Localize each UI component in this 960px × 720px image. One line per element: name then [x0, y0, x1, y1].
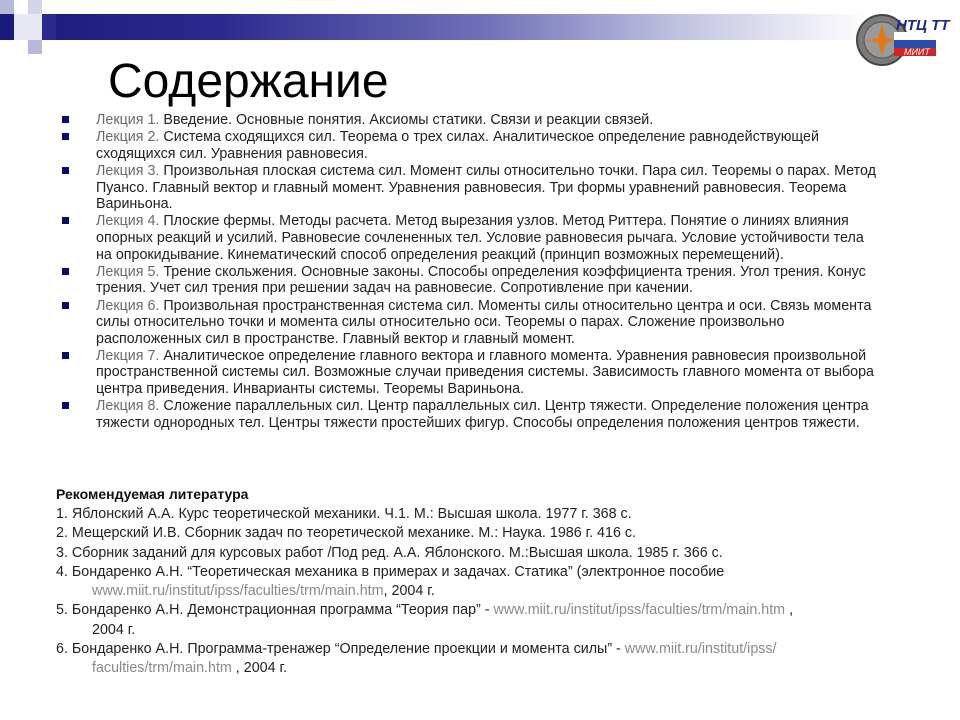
square-bullet-icon — [62, 167, 69, 174]
lecture-item — [62, 398, 882, 431]
svg-text:МИИТ: МИИТ — [904, 47, 930, 57]
lecture-name: Лекция 8. — [96, 398, 160, 415]
literature-continuation: 2004 г. — [92, 621, 136, 638]
square-bullet-icon — [62, 133, 69, 140]
lecture-item — [62, 348, 882, 398]
square-bullet-icon — [62, 116, 69, 123]
lecture-description: Аналитическое определение главного вектора и главного момента. Уравнения равновесия произвольной пространственной системы сил. Возможные случаи приведения системы. Зависимость главного момента от выбора центра приведения. Инварианты системы. Теоремы Вариньона. — [96, 347, 875, 398]
lecture-name: Лекция 4. — [96, 213, 160, 230]
lecture-item — [62, 298, 882, 348]
literature-item — [56, 505, 916, 524]
literature-item — [56, 601, 916, 640]
literature-text: 2. Мещерский И.В. Сборник задач по теоретической механике. М.: Наука. 1986 г. 416 с. — [56, 525, 637, 542]
lecture-description: Введение. Основные понятия. Аксиомы статики. Связи и реакции связей. — [159, 112, 654, 128]
decor-square — [0, 0, 14, 14]
header-gradient-bar — [0, 14, 870, 40]
literature-text: 5. Бондаренко А.Н. Демонстрационная программа “Теория пар” - — [56, 602, 494, 619]
lecture-description: Сложение параллельных сил. Центр параллельных сил. Центр тяжести. Определение положения центра тяжести однородных тел. Центры тяжести простейших фигур. Способы определения положения центров тяжести. — [96, 398, 869, 431]
lecture-name: Лекция 1. — [96, 112, 160, 128]
lecture-name: Лекция 6. — [96, 297, 160, 314]
literature-item — [56, 524, 916, 543]
lecture-description: Плоские фермы. Методы расчета. Метод вырезания узлов. Метод Риттера. Понятие о линиях влияния опорных реакций и усилий. Равновесие сочлененных тел. Условие равновесия рычага. Условие устойчивости тела на опрокидывание. Кинематический способ определения реакций (принцип возможных перемещений). — [96, 213, 864, 263]
lecture-name: Лекция 5. — [96, 263, 160, 280]
page-title: Содержание — [108, 55, 389, 108]
literature-text: 4. Бондаренко А.Н. “Теоретическая механика в примерах и задачах. Статика” (электронное пособие — [56, 563, 725, 580]
lecture-item — [62, 163, 882, 213]
literature-item — [56, 640, 916, 679]
lecture-item — [62, 112, 882, 129]
lecture-name: Лекция 7. — [96, 347, 160, 364]
lecture-description: Трение скольжения. Основные законы. Способы определения коэффициента трения. Угол трения. Конус трения. Учет сил трения при решении задач на равновесие. Сопротивление при качении. — [96, 263, 866, 297]
literature-suffix: , — [785, 602, 794, 619]
lecture-item — [62, 264, 882, 297]
svg-text:НТЦ ТТ: НТЦ ТТ — [896, 17, 950, 34]
literature-suffix: , 2004 г. — [231, 660, 287, 677]
miit-logo — [856, 8, 950, 68]
lecture-description: Произвольная пространственная система сил. Моменты силы относительно центра и оси. Связь момента силы относительно точки и момента силы относительно оси. Теоремы о парах. Сложение произвольно расположенных сил в пространстве. Главный вектор и главный момент. — [96, 297, 872, 347]
lecture-list — [62, 112, 882, 432]
literature-link[interactable]: www.miit.ru/institut/ipss/faculties/trm/main.htm — [493, 602, 786, 619]
square-bullet-icon — [62, 402, 69, 409]
literature-list — [56, 505, 916, 679]
literature-text: 1. Яблонский А.А. Курс теоретической механики. Ч.1. М.: Высшая школа. 1977 г. 368 с. — [56, 506, 632, 522]
lecture-item — [62, 129, 882, 162]
lecture-description: Произвольная плоская система сил. Момент силы относительно точки. Пара сил. Теоремы о парах. Метод Пуансо. Главный вектор и главный момент. Уравнения равновесия. Три формы уравнений равновесия. Теорема Вариньона. — [96, 162, 876, 213]
square-bullet-icon — [62, 268, 69, 275]
decor-square — [28, 40, 42, 54]
lecture-item — [62, 213, 882, 263]
square-bullet-icon — [62, 352, 69, 359]
literature-item — [56, 544, 916, 563]
lecture-name: Лекция 3. — [96, 162, 160, 179]
decor-square — [28, 0, 42, 14]
literature-suffix: , 2004 г. — [383, 583, 435, 600]
literature-link[interactable]: faculties/trm/main.htm — [92, 660, 232, 677]
literature-link[interactable]: www.miit.ru/institut/ipss/faculties/trm/main.htm — [92, 583, 384, 600]
literature-item — [56, 563, 916, 602]
literature-link[interactable]: www.miit.ru/institut/ipss/ — [624, 641, 777, 658]
decor-square — [14, 14, 42, 40]
literature-text: 6. Бондаренко А.Н. Программа-тренажер “Определение проекции и момента силы” - — [56, 641, 625, 658]
lecture-description: Система сходящихся сил. Теорема о трех силах. Аналитическое определение равнодействующей сходящихся сил. Уравнения равновесия. — [96, 129, 819, 162]
square-bullet-icon — [62, 302, 69, 309]
literature-heading: Рекомендуемая литература — [56, 486, 249, 502]
literature-text: 3. Сборник заданий для курсовых работ /Под ред. А.А. Яблонского. М.:Высшая школа. 1985 г. 366 с. — [56, 544, 723, 561]
square-bullet-icon — [62, 217, 69, 224]
lecture-name: Лекция 2. — [96, 129, 160, 146]
decor-square — [42, 14, 56, 40]
